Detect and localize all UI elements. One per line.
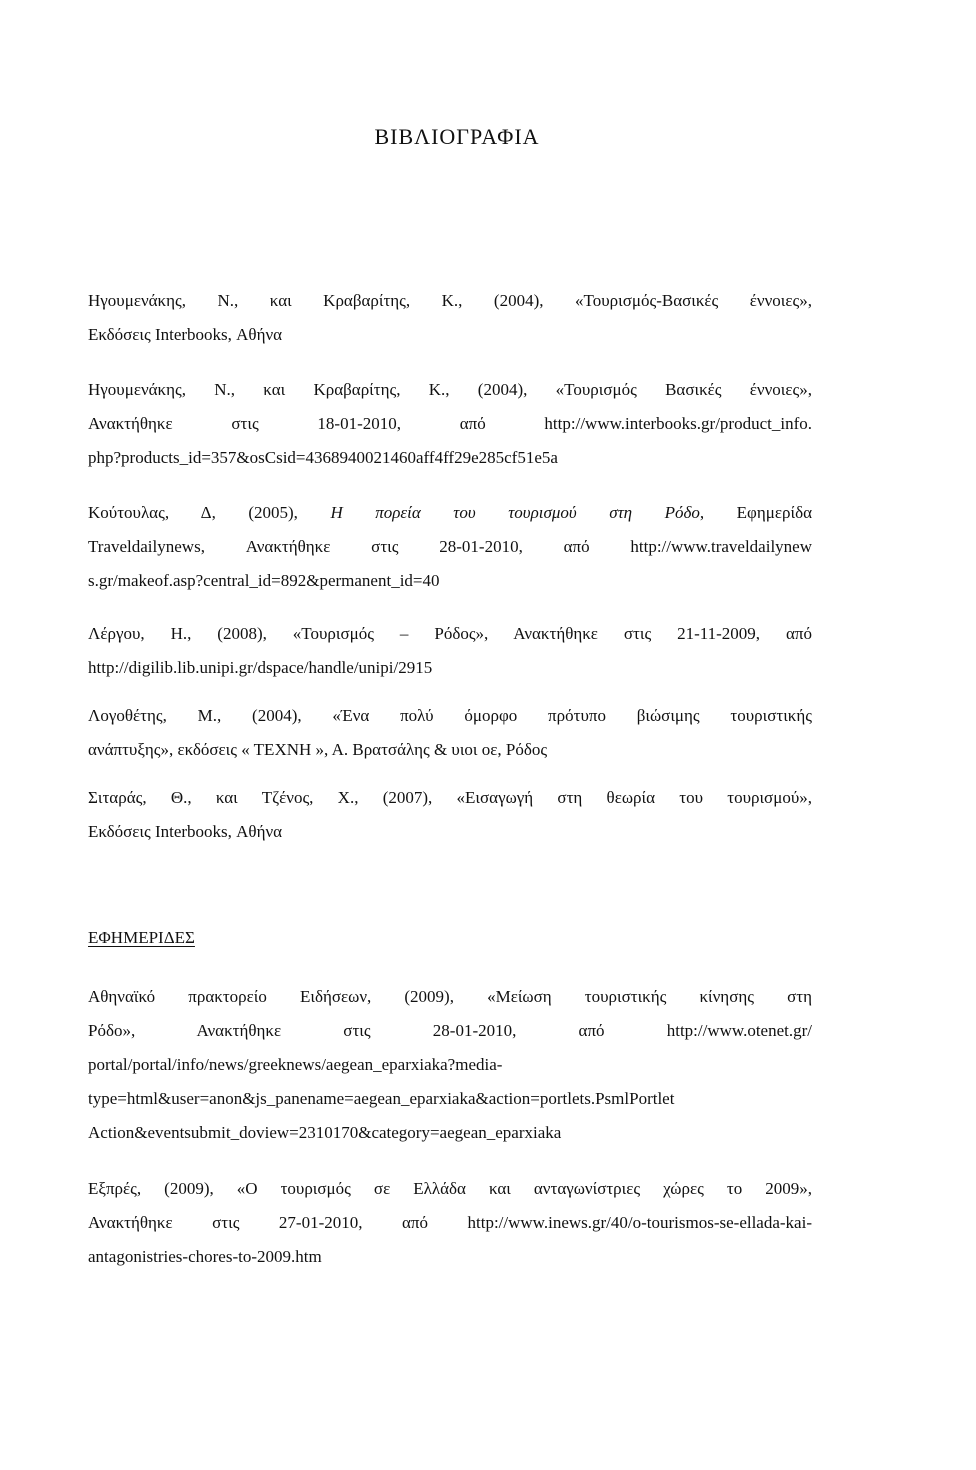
reference-line: Σιταράς, Θ., και Τζένος, Χ., (2007), «Εισαγωγή στη θεωρία του τουρισμού», xyxy=(88,788,812,807)
reference-entry xyxy=(88,373,812,475)
reference-author: Κούτουλας, Δ, (2005), xyxy=(88,503,331,522)
reference-line: php?products_id=357&osCsid=4368940021460aff4ff29e285cf51e5a xyxy=(88,448,558,467)
reference-line: Ηγουμενάκης, Ν., και Κραβαρίτης, Κ., (2004), «Τουρισμός Βασικές έννοιες», xyxy=(88,380,812,399)
newspaper-line: portal/portal/info/news/greeknews/aegean_eparxiaka?media- xyxy=(88,1055,503,1074)
page-title: ΒΙΒΛΙΟΓΡΑΦΙΑ xyxy=(374,124,540,149)
reference-line: s.gr/makeof.asp?central_id=892&permanent_id=40 xyxy=(88,571,440,590)
section-heading-newspapers: ΕΦΗΜΕΡΙΔΕΣ xyxy=(88,928,195,947)
reference-entry xyxy=(88,284,812,352)
reference-entry xyxy=(88,496,812,598)
reference-entry xyxy=(88,699,812,767)
reference-line: Ανακτήθηκε στις 18-01-2010, από http://www.interbooks.gr/product_info. xyxy=(88,414,812,433)
newspaper-line: Εξπρές, (2009), «Ο τουρισμός σε Ελλάδα και ανταγωνίστριες χώρες το 2009», xyxy=(88,1179,812,1198)
reference-italic-title: Η πορεία του τουρισμού στη Ρόδο xyxy=(330,503,700,522)
newspaper-entry xyxy=(88,980,812,1150)
reference-line: Εκδόσεις Interbooks, Αθήνα xyxy=(88,822,283,841)
reference-entry xyxy=(88,617,812,685)
reference-line: http://digilib.lib.unipi.gr/dspace/handle/unipi/2915 xyxy=(88,658,433,677)
reference-line: Traveldailynews, Ανακτήθηκε στις 28-01-2010, από http://www.traveldailynew xyxy=(88,537,812,556)
newspaper-line: Action&eventsubmit_doview=2310170&category=aegean_eparxiaka xyxy=(88,1123,562,1142)
newspaper-line: antagonistries-chores-to-2009.htm xyxy=(88,1247,322,1266)
reference-line xyxy=(88,496,812,530)
reference-line: Ηγουμενάκης, Ν., και Κραβαρίτης, Κ., (2004), «Τουρισμός-Βασικές έννοιες», xyxy=(88,291,812,310)
newspaper-entry xyxy=(88,1172,812,1274)
newspaper-line: type=html&user=anon&js_panename=aegean_eparxiaka&action=portlets.PsmlPortlet xyxy=(88,1089,675,1108)
reference-entry xyxy=(88,781,812,849)
newspaper-line: Αθηναϊκό πρακτορείο Ειδήσεων, (2009), «Μείωση τουριστικής κίνησης στη xyxy=(88,987,812,1006)
newspaper-line: Ρόδο», Ανακτήθηκε στις 28-01-2010, από http://www.otenet.gr/ xyxy=(88,1021,812,1040)
reference-line: Εκδόσεις Interbooks, Αθήνα xyxy=(88,325,283,344)
reference-line: ανάπτυξης», εκδόσεις « ΤΕΧΝΗ », Α. Βρατσάλης & υιοι οε, Ρόδος xyxy=(88,740,548,759)
reference-line: Λογοθέτης, Μ., (2004), «Ένα πολύ όμορφο πρότυπο βιώσιμης τουριστικής xyxy=(88,706,812,725)
reference-publication: , Εφημερίδα xyxy=(699,503,812,522)
reference-line: Λέργου, Η., (2008), «Τουρισμός – Ρόδος», Ανακτήθηκε στις 21-11-2009, από xyxy=(88,624,812,643)
newspaper-line: Ανακτήθηκε στις 27-01-2010, από http://www.inews.gr/40/o-tourismos-se-ellada-kai- xyxy=(88,1213,812,1232)
